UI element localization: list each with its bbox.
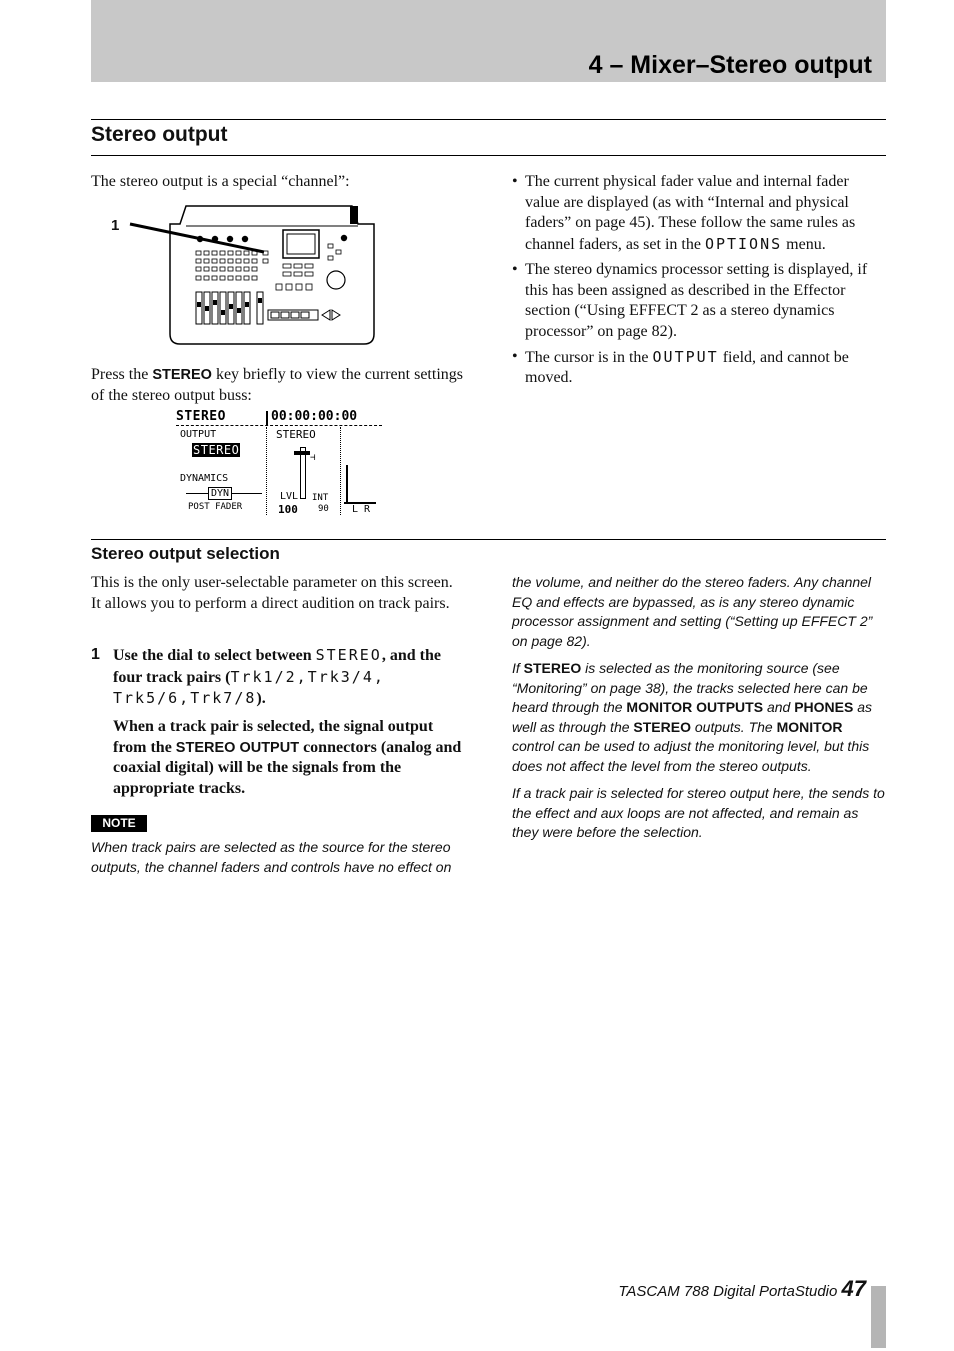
right-column-bullets	[512, 172, 886, 393]
page-number: 47	[841, 1276, 866, 1301]
step-text-a: Use the dial to select between	[113, 647, 316, 664]
lcd-int-marker: ⊣	[310, 453, 316, 463]
lcd-lvl-label: LVL	[280, 491, 299, 502]
lcd-dynamics-label: DYNAMICS	[180, 473, 229, 484]
bullet-cursor-text-end: field, and cannot be moved.	[525, 348, 849, 387]
press-text-before: Press the	[91, 366, 153, 383]
step-1-detail	[91, 717, 463, 800]
bullet-fader-text-end: menu.	[782, 236, 826, 254]
note-p2-b: is selected as the monitoring source (see “Monitoring” on page 38), the tracks selected here can be heard through the	[512, 660, 868, 715]
lcd-fader-label: STEREO	[276, 428, 316, 441]
portastudio-drawing	[108, 202, 388, 350]
note-paragraph-3: If a track pair is selected for stereo output here, the sends to the effect and aux loops are not affected, and remain as they were before the selection.	[512, 785, 885, 840]
subsection-title: Stereo output selection	[91, 544, 280, 563]
lcd-post-fader: POST FADER	[188, 502, 243, 512]
note-p2-f: control can be used to adjust the monitoring level, but this does not affect the level from the stereo outputs.	[512, 738, 870, 774]
note-paragraph-1: the volume, and neither do the stereo faders. Any channel EQ and effects are bypassed, as is any stereo dynamic processor assignment and setting (“Setting up EFFECT 2” on page 82).	[512, 574, 873, 649]
footer-product: TASCAM 788 Digital PortaStudio	[618, 1283, 842, 1300]
page-footer	[618, 1276, 866, 1302]
lcd-dotted-separator	[266, 427, 267, 515]
chapter-title: 4 – Mixer–Stereo output	[588, 51, 872, 79]
note-p2-e: outputs. The	[690, 718, 777, 735]
stereo-output-key-label: STEREO OUTPUT	[175, 739, 300, 756]
bullet-fader-text: The current physical fader value and internal fader value are displayed (as with “Internal and physical faders” on page 45). These follow the same rules as channel faders, as set in the	[525, 173, 856, 254]
subsection-intro: This is the only user-selectable parameter on this screen. It allows you to perform a direct audition on track pairs.	[91, 574, 453, 612]
lcd-underline	[176, 425, 382, 426]
output-field-label: OUTPUT	[652, 347, 719, 366]
section-title: Stereo output	[91, 123, 228, 146]
lcd-meter-l	[346, 465, 348, 503]
press-paragraph	[91, 365, 463, 406]
step-detail-text-a: When a track pair is selected, the signal output from the	[113, 718, 434, 756]
lcd-int-value: 90	[318, 504, 329, 514]
header-band	[91, 0, 886, 82]
lcd-dotted-separator-2	[340, 427, 341, 515]
step-text-b: , and the four track pairs (	[113, 647, 441, 686]
options-menu-label: OPTIONS	[704, 235, 783, 254]
section-rule-top	[91, 119, 886, 120]
lcd-output-label: OUTPUT	[180, 429, 217, 440]
step-detail-text-b: connectors (analog and coaxial digital) will be the signals from the appropriate tracks.	[113, 738, 462, 798]
track-pairs-label: Trk1/2,Trk3/4, Trk5/6,Trk7/8	[113, 667, 385, 708]
step-text-c: ).	[256, 690, 266, 708]
intro-paragraph: The stereo output is a special “channel”:	[91, 173, 350, 190]
lcd-divider-v	[266, 411, 268, 425]
lcd-output-value: STEREO	[193, 443, 240, 457]
bullet-dynamics: • The stereo dynamics processor setting is displayed, if this has been assigned as described in the Effector section (“Using EFFECT 2 as a stereo dynamics processor” on page 82).	[512, 260, 886, 343]
lcd-lvl-value: 100	[278, 503, 298, 516]
lcd-lr-label: L R	[352, 504, 371, 515]
note-label: NOTE	[91, 815, 147, 832]
lcd-dyn-box: DYN	[208, 487, 232, 500]
note-text-right	[512, 573, 886, 843]
note-monitor-outputs-key: MONITOR OUTPUTS	[626, 699, 764, 715]
subsection-rule	[91, 539, 886, 540]
lcd-int-label: INT	[312, 493, 329, 503]
step-number: 1	[91, 646, 100, 663]
note-paragraph-2	[512, 659, 886, 776]
bullet-fader-value	[512, 172, 886, 256]
section-rule-bottom	[91, 155, 886, 156]
bullet-cursor	[512, 347, 886, 389]
lcd-fader-cap	[294, 451, 310, 455]
callout-number: 1	[111, 217, 120, 234]
step-1	[91, 645, 463, 710]
stereo-key-label: STEREO	[152, 367, 212, 383]
note-stereo-key: STEREO	[523, 660, 582, 676]
page-edge-tab	[871, 1286, 886, 1348]
note-p2-c: and	[763, 699, 795, 715]
device-illustration	[108, 202, 388, 350]
note-text-left: When track pairs are selected as the source for the stereo outputs, the channel faders and controls have no effect on	[91, 839, 452, 875]
stereo-option-label: STEREO	[315, 646, 382, 664]
note-p2-d: as well as through the	[512, 699, 873, 735]
note-stereo-key-2: STEREO	[633, 718, 691, 735]
lcd-time: 00:00:00:00	[271, 409, 358, 424]
lcd-title: STEREO	[176, 409, 226, 424]
note-p2-a: If	[512, 660, 524, 676]
press-text-after: key briefly to view the current settings of the stereo output buss:	[91, 366, 463, 404]
lcd-screen	[176, 409, 382, 519]
note-phones-key: PHONES	[794, 699, 854, 715]
bullet-cursor-text: The cursor is in the	[525, 348, 653, 366]
note-monitor-key: MONITOR	[776, 718, 843, 735]
